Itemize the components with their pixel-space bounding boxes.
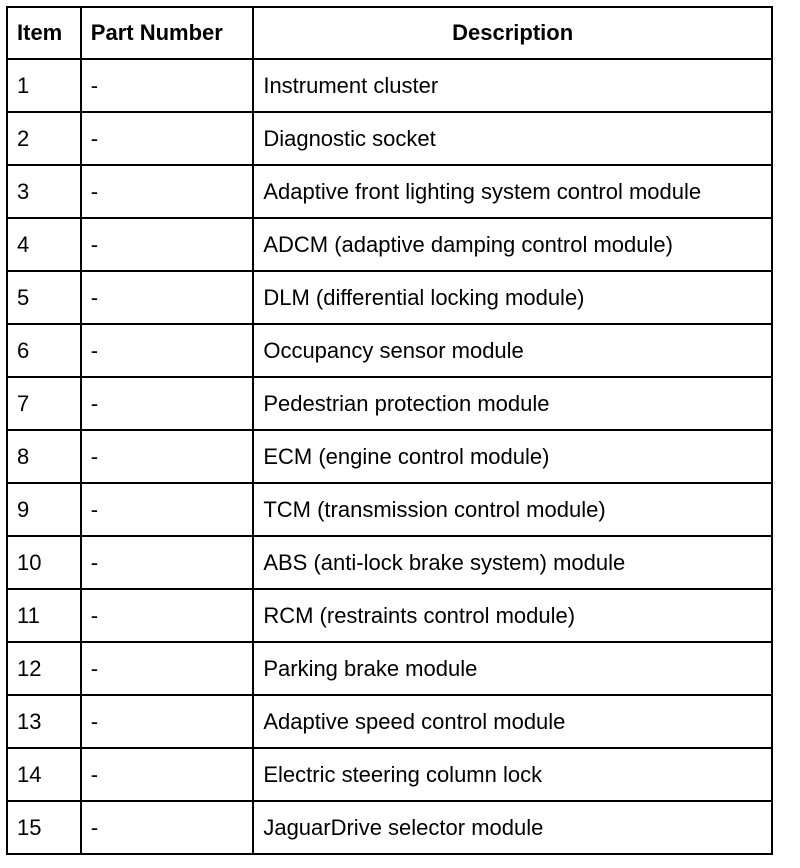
table-row [7, 536, 772, 589]
description-cell: Instrument cluster [253, 59, 772, 112]
item-cell: 10 [7, 536, 81, 589]
table-row [7, 642, 772, 695]
table-row [7, 59, 772, 112]
description-cell: Adaptive front lighting system control module [253, 165, 772, 218]
item-cell: 8 [7, 430, 81, 483]
description-cell: DLM (differential locking module) [253, 271, 772, 324]
item-cell: 12 [7, 642, 81, 695]
part-number-cell: - [81, 536, 254, 589]
part-number-cell: - [81, 112, 254, 165]
table-row [7, 430, 772, 483]
table-row [7, 324, 772, 377]
item-cell: 3 [7, 165, 81, 218]
description-cell: Parking brake module [253, 642, 772, 695]
part-number-cell: - [81, 218, 254, 271]
part-number-cell: - [81, 271, 254, 324]
item-cell: 7 [7, 377, 81, 430]
description-cell: RCM (restraints control module) [253, 589, 772, 642]
header-part-number: Part Number [81, 7, 254, 59]
description-cell: JaguarDrive selector module [253, 801, 772, 854]
description-cell: Diagnostic socket [253, 112, 772, 165]
part-number-cell: - [81, 377, 254, 430]
part-number-cell: - [81, 430, 254, 483]
part-number-cell: - [81, 748, 254, 801]
header-description: Description [253, 7, 772, 59]
item-cell: 9 [7, 483, 81, 536]
table-row [7, 695, 772, 748]
part-number-cell: - [81, 324, 254, 377]
description-cell: ADCM (adaptive damping control module) [253, 218, 772, 271]
description-cell: Electric steering column lock [253, 748, 772, 801]
parts-table [6, 6, 773, 855]
table-body [7, 59, 772, 854]
table-row [7, 748, 772, 801]
description-cell: TCM (transmission control module) [253, 483, 772, 536]
description-cell: Adaptive speed control module [253, 695, 772, 748]
part-number-cell: - [81, 642, 254, 695]
item-cell: 5 [7, 271, 81, 324]
part-number-cell: - [81, 59, 254, 112]
description-cell: Pedestrian protection module [253, 377, 772, 430]
header-item: Item [7, 7, 81, 59]
part-number-cell: - [81, 165, 254, 218]
part-number-cell: - [81, 589, 254, 642]
table-row [7, 801, 772, 854]
header-row [7, 7, 772, 59]
item-cell: 14 [7, 748, 81, 801]
item-cell: 6 [7, 324, 81, 377]
item-cell: 1 [7, 59, 81, 112]
item-cell: 2 [7, 112, 81, 165]
item-cell: 13 [7, 695, 81, 748]
table-row [7, 271, 772, 324]
description-cell: ABS (anti-lock brake system) module [253, 536, 772, 589]
part-number-cell: - [81, 695, 254, 748]
description-cell: ECM (engine control module) [253, 430, 772, 483]
item-cell: 15 [7, 801, 81, 854]
item-cell: 11 [7, 589, 81, 642]
table-header [7, 7, 772, 59]
part-number-cell: - [81, 483, 254, 536]
table-row [7, 112, 772, 165]
table-row [7, 377, 772, 430]
table-row [7, 589, 772, 642]
table-row [7, 218, 772, 271]
part-number-cell: - [81, 801, 254, 854]
table-row [7, 165, 772, 218]
description-cell: Occupancy sensor module [253, 324, 772, 377]
table-row [7, 483, 772, 536]
item-cell: 4 [7, 218, 81, 271]
